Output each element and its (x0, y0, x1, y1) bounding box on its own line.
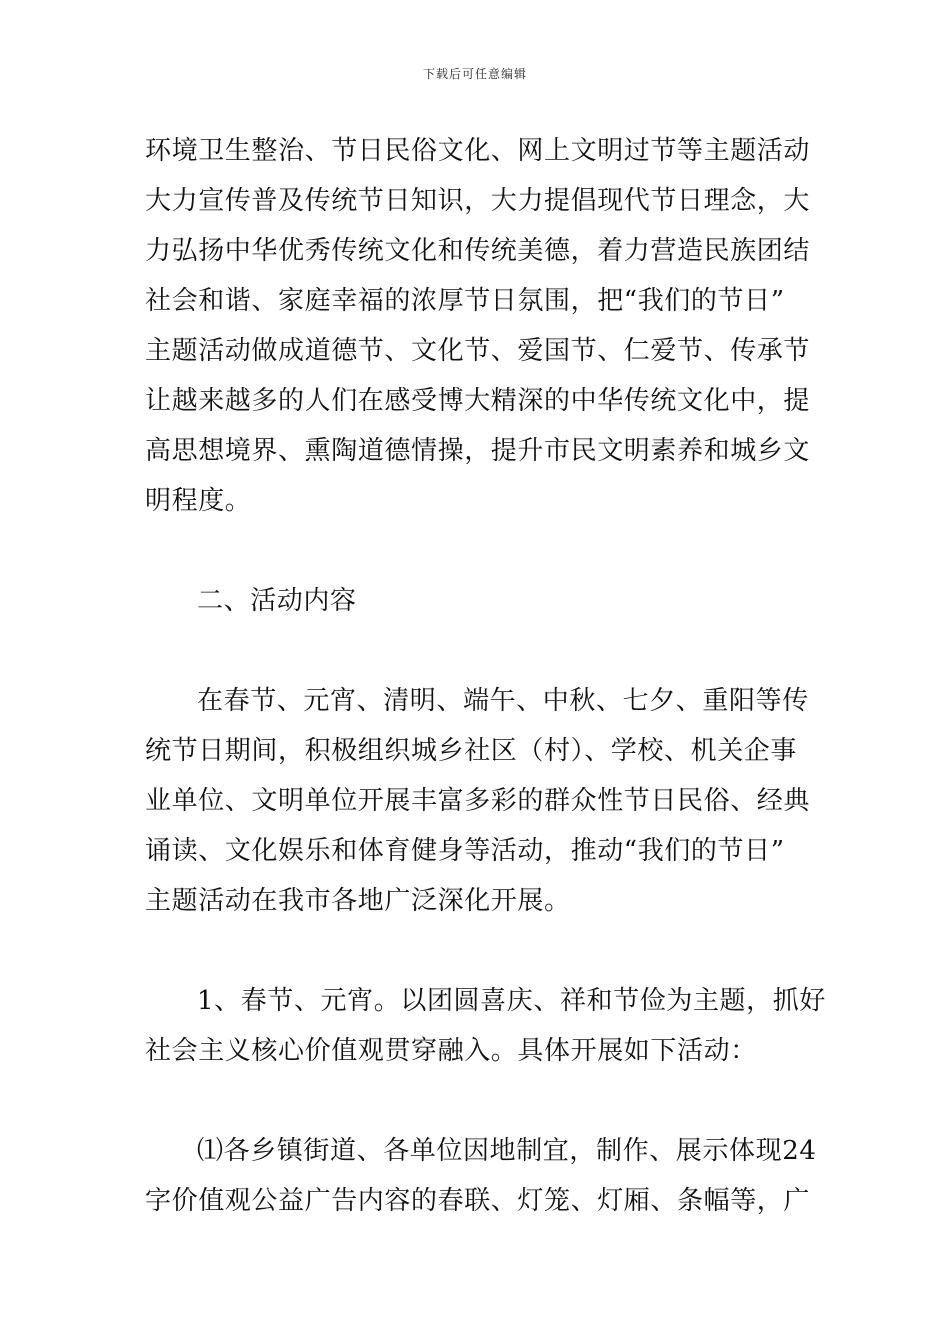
section-heading-text: 二、活动内容 (197, 586, 357, 616)
text-line: 字价值观公益广告内容的春联、灯笼、灯厢、条幅等，广 (145, 1186, 811, 1216)
paragraph-gap (145, 626, 810, 676)
text-line: 高思想境界、熏陶道德情操，提升市民文明素养和城乡文 (145, 436, 811, 466)
text-line: 大力宣传普及传统节日知识，大力提倡现代节日理念，大 (145, 186, 811, 216)
paragraph-activity-overview (145, 676, 810, 926)
text-line: 让越来越多的人们在感受博大精深的中华传统文化中，提 (145, 386, 811, 416)
text-line: 社会主义核心价值观贯穿融入。具体开展如下活动： (145, 1036, 757, 1066)
page-header-note: 下载后可任意编辑 (422, 67, 527, 81)
text-line: 业单位、文明单位开展丰富多彩的群众性节日民俗、经典 (145, 786, 811, 816)
text-line: 社会和谐、家庭幸福的浓厚节日氛围，把“我们的节日” (145, 286, 785, 316)
text-line: 力弘扬中华优秀传统文化和传统美德，着力营造民族团结 (145, 236, 811, 266)
section-heading (145, 576, 810, 626)
text-line: 主题活动做成道德节、文化节、爱国节、仁爱节、传承节 (145, 336, 811, 366)
text-line: ⑴各乡镇街道、各单位因地制宜，制作、展示体现24 (197, 1136, 817, 1166)
text-line: 在春节、元宵、清明、端午、中秋、七夕、重阳等传 (197, 686, 809, 716)
paragraph-gap (145, 526, 810, 576)
text-line: 主题活动在我市各地广泛深化开展。 (145, 886, 571, 916)
paragraph-goals (145, 126, 810, 526)
text-line: 明程度。 (145, 486, 252, 516)
text-line: 统节日期间，积极组织城乡社区（村）、学校、机关企事 (145, 736, 798, 766)
text-line: 1、春节、元宵。以团圆喜庆、祥和节俭为主题，抓好 (197, 986, 826, 1016)
paragraph-gap (145, 1076, 810, 1126)
paragraph-subitem-1 (145, 1126, 817, 1226)
text-line: 环境卫生整治、节日民俗文化、网上文明过节等主题活动 (145, 136, 811, 166)
text-line: 诵读、文化娱乐和体育健身等活动，推动“我们的节日” (145, 836, 785, 866)
paragraph-item-spring-festival (145, 976, 826, 1076)
paragraph-gap (145, 926, 810, 976)
document-body (145, 126, 826, 1226)
